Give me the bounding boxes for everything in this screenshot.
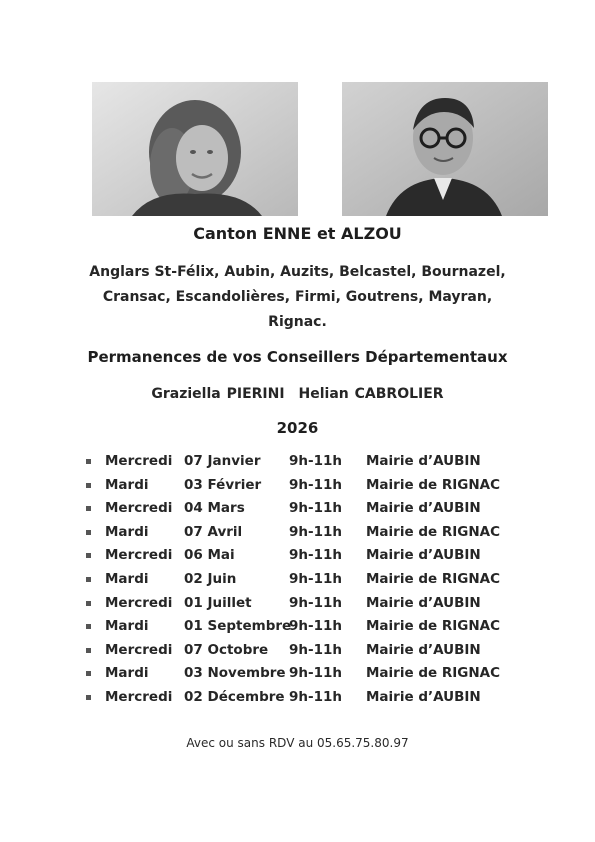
schedule-place: Mairie de RIGNAC (366, 523, 500, 540)
communes-line: Anglars St-Félix, Aubin, Auzits, Belcastel, Bournazel, (89, 264, 506, 280)
schedule-hours: 9h-11h (289, 688, 343, 705)
schedule-day: Mardi (105, 523, 149, 540)
schedule-day: Mercredi (105, 547, 173, 564)
schedule-item (86, 662, 526, 686)
schedule-hours: 9h-11h (289, 594, 343, 611)
bullet-icon (86, 601, 91, 606)
schedule-hours: 9h-11h (289, 665, 343, 682)
schedule-place: Mairie d’AUBIN (366, 594, 481, 611)
schedule-place: Mairie de RIGNAC (366, 665, 500, 682)
schedule-hours: 9h-11h (289, 570, 343, 587)
schedule-item (86, 568, 526, 592)
schedule-hours: 9h-11h (289, 453, 343, 469)
schedule-place: Mairie de RIGNAC (366, 476, 500, 493)
schedule-date: 06 Mai (184, 547, 235, 564)
councillor-name-first: Graziella PIERINI (151, 386, 285, 402)
schedule-day: Mercredi (105, 500, 173, 517)
schedule-place: Mairie d’AUBIN (366, 547, 481, 564)
schedule-day: Mercredi (105, 594, 173, 611)
schedule-place: Mairie d’AUBIN (366, 500, 481, 517)
councillor-names (0, 386, 595, 402)
bullet-icon (86, 577, 91, 582)
schedule-item (86, 615, 526, 639)
schedule-day: Mercredi (105, 453, 173, 469)
schedule-place: Mairie de RIGNAC (366, 570, 500, 587)
contact-footer: Avec ou sans RDV au 05.65.75.80.97 (186, 736, 409, 750)
schedule-item (86, 592, 526, 616)
councillor-name-second: Helian CABROLIER (298, 386, 444, 402)
schedule-day: Mardi (105, 476, 149, 493)
schedule-item (86, 544, 526, 568)
bullet-icon (86, 671, 91, 676)
schedule-place: Mairie d’AUBIN (366, 453, 481, 469)
schedule-hours: 9h-11h (289, 547, 343, 564)
schedule-day: Mardi (105, 665, 149, 682)
schedule-place: Mairie d’AUBIN (366, 688, 481, 705)
schedule-hours: 9h-11h (289, 476, 343, 493)
schedule-item (86, 497, 526, 521)
schedule-item (86, 521, 526, 545)
schedule-date: 01 Juillet (184, 594, 252, 611)
schedule-day: Mercredi (105, 688, 173, 705)
bullet-icon (86, 624, 91, 629)
schedule-hours: 9h-11h (289, 618, 343, 635)
schedule-hours: 9h-11h (289, 523, 343, 540)
bullet-icon (86, 459, 91, 464)
schedule-date: 03 Novembre (184, 665, 286, 682)
bullet-icon (86, 506, 91, 511)
schedule-date: 07 Avril (184, 523, 243, 540)
schedule-item (86, 686, 526, 710)
year-label: 2026 (276, 419, 319, 437)
bullet-icon (86, 483, 91, 488)
schedule-date: 07 Octobre (184, 641, 269, 658)
schedule-hours: 9h-11h (289, 500, 343, 517)
schedule-date: 03 Février (184, 476, 262, 493)
schedule-list (86, 450, 526, 710)
bullet-icon (86, 648, 91, 653)
bullet-icon (86, 695, 91, 700)
schedule-hours: 9h-11h (289, 641, 343, 658)
schedule-day: Mardi (105, 618, 149, 635)
schedule-date: 01 Septembre (184, 618, 292, 635)
schedule-item (86, 639, 526, 663)
schedule-date: 04 Mars (184, 500, 245, 517)
communes-list (60, 260, 535, 335)
photo-graziella-pierini (92, 82, 298, 216)
schedule-place: Mairie d’AUBIN (366, 641, 481, 658)
communes-line: Cransac, Escandolières, Firmi, Goutrens, Mayran, (102, 289, 493, 305)
schedule-day: Mercredi (105, 641, 173, 658)
bullet-icon (86, 530, 91, 535)
schedule-date: 02 Décembre (184, 688, 285, 705)
portrait-woman-image (92, 82, 298, 216)
schedule-day: Mardi (105, 570, 149, 587)
schedule-date: 02 Juin (184, 570, 237, 587)
schedule-item (86, 474, 526, 498)
permanences-heading: Permanences de vos Conseillers Départementaux (87, 348, 508, 366)
schedule-place: Mairie de RIGNAC (366, 618, 500, 635)
bullet-icon (86, 553, 91, 558)
schedule-item (86, 450, 526, 474)
portrait-man-image (342, 82, 548, 216)
canton-title: Canton ENNE et ALZOU (193, 224, 402, 243)
schedule-date: 07 Janvier (184, 453, 261, 469)
communes-line: Rignac. (268, 314, 327, 330)
photo-helian-cabrolier (342, 82, 548, 216)
